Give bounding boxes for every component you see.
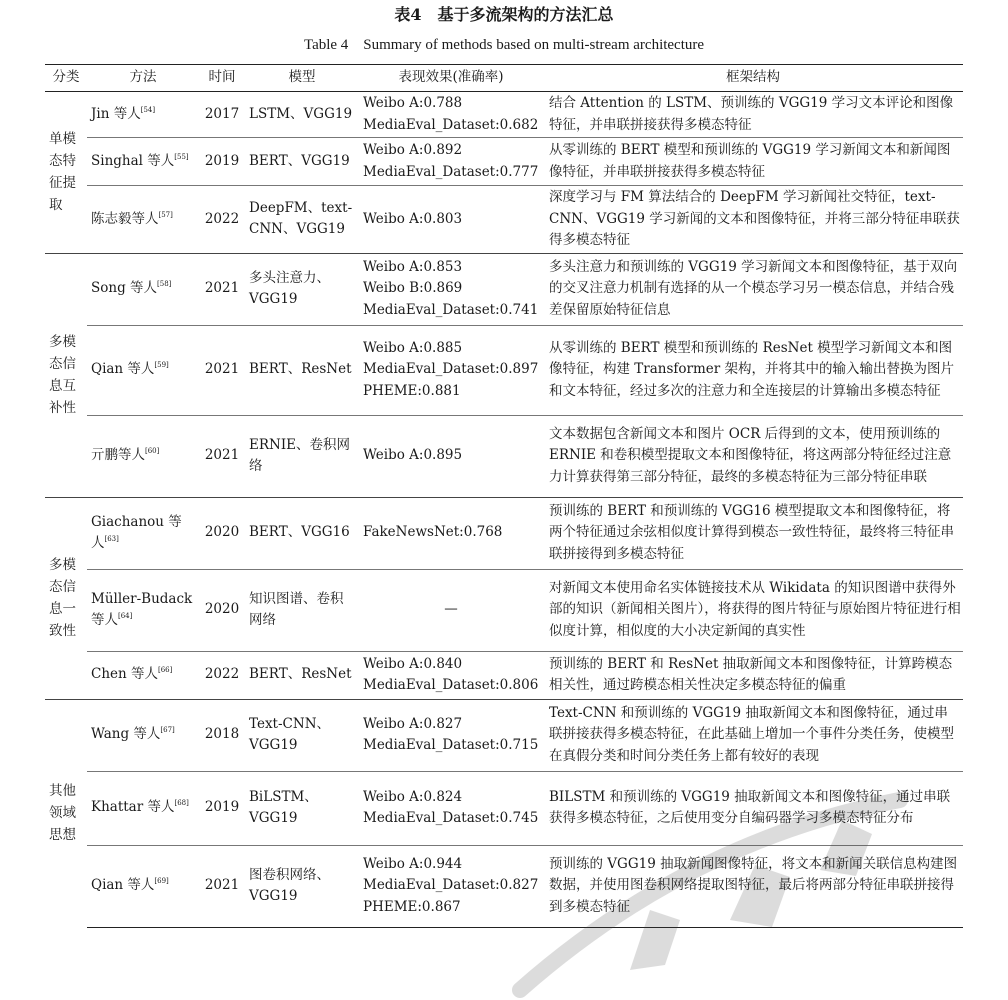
table-row: [45, 325, 963, 415]
method-cell: [87, 92, 199, 138]
method-cell: [87, 771, 199, 845]
category-cell: 单模态特征提取: [45, 92, 87, 254]
table-row: [45, 138, 963, 186]
model-cell: BERT、ResNet: [245, 325, 359, 415]
performance-cell: Weibo A:0.824 MediaEval_Dataset:0.745: [359, 771, 543, 845]
framework-cell: 深度学习与 FM 算法结合的 DeepFM 学习新闻社交特征，text-CNN、VGG19 学习新闻的文本和图像特征，并将三部分特征串联获得多模态特征: [549, 189, 960, 248]
method-cell: [87, 186, 199, 254]
method-name: Jin 等人: [91, 105, 141, 122]
year-cell: 2020: [199, 497, 245, 569]
category-cell: 多模态信息一致性: [45, 497, 87, 699]
year-cell: 2021: [199, 325, 245, 415]
reference-number[interactable]: [55]: [174, 152, 189, 161]
table-title-en: Table 4 Summary of methods based on multi-stream architecture: [303, 37, 705, 53]
reference-number[interactable]: [68]: [174, 799, 189, 808]
model-cell: 图卷积网络、VGG19: [245, 845, 359, 927]
method-cell: [87, 253, 199, 325]
table-row: [45, 186, 963, 254]
framework-cell: 从零训练的 BERT 模型和预训练的 VGG19 学习新闻文本和新闻图像特征，并串联拼接获得多模态特征: [543, 138, 963, 186]
reference-number[interactable]: [67]: [160, 726, 175, 735]
reference-number[interactable]: [54]: [140, 105, 156, 114]
table-row: [45, 497, 963, 569]
model-cell: BERT、VGG16: [245, 497, 359, 569]
year-cell: 2019: [199, 771, 245, 845]
method-cell: [87, 415, 199, 497]
method-name: Qian 等人: [91, 361, 155, 378]
category-cell: 多模态信息互补性: [45, 253, 87, 497]
model-cell: LSTM、VGG19: [245, 92, 359, 138]
year-cell: 2021: [199, 253, 245, 325]
framework-cell: 对新闻文本使用命名实体链接技术从 Wikidata 的知识图谱中获得外部的知识（新闻相关图片），将获得的图片特征与原始图片特征进行相似度计算，相似度的大小决定新闻的真实性: [543, 569, 963, 651]
table-body: [45, 92, 963, 928]
method-name: Wang 等人: [91, 726, 161, 743]
framework-cell: 多头注意力和预训练的 VGG19 学习新闻文本和图像特征，基于双向的交叉注意力机制有选择的从一个模态学习另一模态信息，并结合残差保留原始特征信息: [543, 253, 963, 325]
performance-cell: Weibo A:0.895: [363, 447, 463, 464]
method-cell: [87, 845, 199, 927]
method-name: Singhal 等人: [91, 152, 175, 169]
table-row: [45, 699, 963, 771]
performance-cell: —: [359, 569, 543, 651]
performance-cell: Weibo A:0.788 MediaEval_Dataset:0.682: [359, 92, 543, 138]
reference-number[interactable]: [57]: [158, 210, 173, 219]
method-name: Khattar 等人: [91, 799, 175, 816]
year-cell: 2020: [199, 569, 245, 651]
table-row: [45, 415, 963, 497]
performance-cell: FakeNewsNet:0.768: [359, 497, 543, 569]
method-cell: [87, 138, 199, 186]
framework-cell: 预训练的 VGG19 抽取新闻图像特征，将文本和新闻关联信息构建图数据，并使用图卷积网络提取图特征，最后将两部分特征串联拼接得到多模态特征: [543, 845, 963, 927]
performance-cell: Weibo A:0.892 MediaEval_Dataset:0.777: [359, 138, 543, 186]
model-cell: BERT、VGG19: [245, 138, 359, 186]
model-cell: BERT、ResNet: [249, 666, 352, 683]
framework-cell: 预训练的 BERT 和 ResNet 抽取新闻文本和图像特征，计算跨模态相关性，通过跨模态相关性决定多模态特征的偏重: [549, 655, 953, 693]
year-cell: 2019: [199, 138, 245, 186]
header-cell: 框架结构: [543, 65, 963, 92]
method-name: Song 等人: [91, 280, 158, 297]
table-row: [45, 569, 963, 651]
table-row: [45, 92, 963, 138]
performance-cell: Weibo A:0.840 MediaEval_Dataset:0.806: [363, 655, 539, 693]
header-cell: 模型: [245, 65, 359, 92]
year-cell: 2022: [204, 210, 240, 227]
performance-cell: Weibo A:0.885 MediaEval_Dataset:0.897 PHEME:0.881: [359, 325, 543, 415]
reference-number[interactable]: [69]: [154, 877, 169, 886]
model-cell: Text-CNN、VGG19: [245, 699, 359, 771]
year-cell: 2018: [199, 699, 245, 771]
reference-number[interactable]: [59]: [154, 361, 169, 370]
table-row: [45, 253, 963, 325]
method-cell: [87, 569, 199, 651]
year-cell: 2022: [204, 666, 240, 683]
header-cell: 分类: [45, 65, 87, 92]
model-cell: ERNIE、卷积网络: [249, 436, 351, 474]
performance-cell: Weibo A:0.827 MediaEval_Dataset:0.715: [359, 699, 543, 771]
performance-cell: Weibo A:0.853 Weibo B:0.869 MediaEval_Dataset:0.741: [359, 253, 543, 325]
year-cell: 2021: [204, 447, 240, 464]
reference-number[interactable]: [64]: [118, 612, 133, 620]
table-row: [45, 845, 963, 927]
table-title-cn: 表4 基于多流架构的方法汇总: [394, 5, 614, 24]
header-row: [45, 65, 963, 92]
method-name: 陈志毅等人: [91, 210, 159, 227]
model-cell: DeepFM、text-CNN、VGG19: [249, 199, 353, 238]
header-cell: 表现效果(准确率): [359, 65, 543, 92]
method-name: Giachanou 等人: [91, 513, 182, 551]
reference-number[interactable]: [66]: [158, 666, 173, 675]
reference-number[interactable]: [58]: [157, 280, 172, 289]
header-cell: 时间: [199, 65, 245, 92]
reference-number[interactable]: [60]: [145, 447, 160, 456]
method-name: Chen 等人: [91, 666, 158, 683]
method-cell: [87, 699, 199, 771]
method-name: 亓鹏等人: [91, 447, 145, 464]
method-cell: [87, 497, 199, 569]
method-cell: [87, 325, 199, 415]
framework-cell: BILSTM 和预训练的 VGG19 抽取新闻文本和图像特征，通过串联获得多模态特征，之后使用变分自编码器学习多模态特征分布: [543, 771, 963, 845]
framework-cell: 从零训练的 BERT 模型和预训练的 ResNet 模型学习新闻文本和图像特征，构建 Transformer 架构，并将其中的输入输出替换为图片和文本特征，经过多次的注意力和全连接层的计算输出多模态特征: [543, 325, 963, 415]
table-row: [45, 771, 963, 845]
header-cell: 方法: [87, 65, 199, 92]
performance-cell: Weibo A:0.944 MediaEval_Dataset:0.827 PHEME:0.867: [359, 845, 543, 927]
framework-cell: 预训练的 BERT 和预训练的 VGG16 模型提取文本和图像特征，将两个特征通过余弦相似度计算得到模态一致性特征，最终将三特征串联拼接得到多模态特征: [543, 497, 963, 569]
method-name: Müller-Budack 等人: [91, 590, 193, 628]
year-cell: 2017: [199, 92, 245, 138]
model-cell: 知识图谱、卷积网络: [245, 569, 359, 651]
method-cell: [87, 651, 199, 699]
method-name: Qian 等人: [91, 877, 155, 894]
table-row: [45, 651, 963, 699]
model-cell: BiLSTM、VGG19: [245, 771, 359, 845]
category-cell: 其他领域思想: [45, 699, 87, 927]
framework-cell: 结合 Attention 的 LSTM、预训练的 VGG19 学习文本评论和图像特征，并串联拼接获得多模态特征: [543, 92, 963, 138]
performance-cell: Weibo A:0.803: [363, 210, 463, 227]
framework-cell: 文本数据包含新闻文本和图片 OCR 后得到的文本，使用预训练的 ERNIE 和卷积模型提取文本和图像特征，将这两部分特征经过注意力计算获得第三部分特征，最终的多模态特征为三部分特征串联: [549, 425, 952, 485]
methods-table: [45, 64, 963, 928]
framework-cell: Text-CNN 和预训练的 VGG19 抽取新闻文本和图像特征，通过串联拼接获得多模态特征，在此基础上增加一个事件分类任务，使模型在真假分类和时间分类任务上都有较好的表现: [543, 699, 963, 771]
model-cell: 多头注意力、VGG19: [245, 253, 359, 325]
reference-number[interactable]: [63]: [104, 535, 119, 543]
year-cell: 2021: [199, 845, 245, 927]
